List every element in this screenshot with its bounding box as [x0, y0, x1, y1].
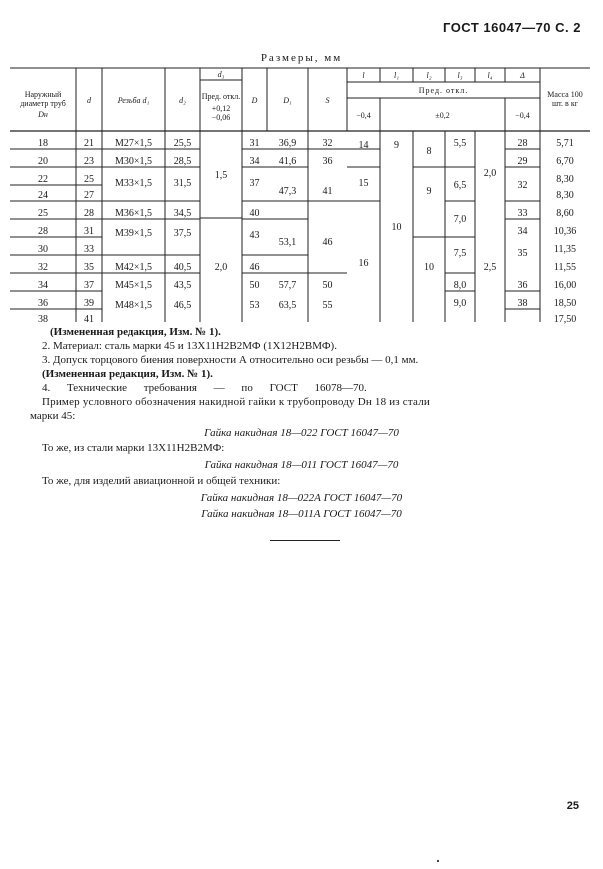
cell-dn: 20 [38, 156, 48, 167]
cell-S-46: 46 [322, 237, 333, 248]
cell-delta: 28 [517, 138, 528, 149]
example-designation-4: Гайка накидная 18—011А ГОСТ 16047—70 [201, 508, 402, 520]
cell-d2: 43,5 [173, 280, 192, 291]
cell-l3-90: 9,0 [453, 298, 467, 309]
header-S: S [325, 96, 330, 105]
header-d3: d₃ [217, 70, 225, 79]
header-l: l [362, 71, 365, 80]
cell-mass: 18,50 [553, 298, 577, 309]
header-outer-diameter: Наружный диаметр труб [20, 90, 66, 108]
cell-thread: M30×1,5 [114, 156, 153, 167]
header-pred-otkl: Пред. откл. [418, 86, 469, 95]
cell-l-16: 16 [358, 258, 369, 269]
cell-mass: 10,36 [553, 226, 577, 237]
cell-dn: 34 [38, 280, 48, 291]
cell-d2: 25,5 [173, 138, 192, 149]
cell-D-37: 37 [249, 178, 260, 189]
cell-delta: 34 [517, 226, 528, 237]
cell-D1-635: 63,5 [278, 300, 297, 311]
cell-dn: 32 [38, 262, 48, 273]
cell-D1-473: 47,3 [278, 186, 297, 197]
cell-d: 41 [84, 314, 94, 325]
cell-thread-m48: M48×1,5 [114, 300, 153, 311]
cell-mass: 11,55 [553, 262, 577, 273]
cell-d: 21 [84, 138, 94, 149]
cell-mass: 5,71 [556, 138, 574, 149]
cell-dn: 28 [38, 226, 48, 237]
cell-d: 23 [84, 156, 94, 167]
cell-mass: 8,60 [556, 208, 574, 219]
cell-dn: 25 [38, 208, 48, 219]
cell-thread-m33: M33×1,5 [114, 178, 153, 189]
cell-d2-465: 46,5 [173, 300, 192, 311]
table-subtitle: Размеры, мм [260, 52, 343, 64]
cell-l4-25: 2,5 [483, 262, 497, 273]
header-dn: Dн [38, 110, 48, 119]
header-d3-tol-values: +0,12 −0,06 [211, 104, 231, 122]
cell-delta: 29 [517, 156, 528, 167]
header-l3: l₃ [457, 71, 463, 80]
note-amended-2: (Измененная редакция, Изм. № 1). [42, 368, 213, 380]
cell-d3-15: 1,5 [214, 170, 228, 181]
cell-d: 27 [84, 190, 94, 201]
header-l2: l₂ [426, 71, 432, 80]
scan-dot [437, 860, 439, 862]
cell-delta-38: 38 [517, 298, 528, 309]
page-header-title: ГОСТ 16047—70 С. 2 [443, 20, 581, 35]
cell-D: 34 [249, 156, 260, 167]
cell-mass: 8,30 [556, 190, 574, 201]
example-designation-1: Гайка накидная 18—022 ГОСТ 16047—70 [204, 427, 399, 439]
cell-l-15: 15 [358, 178, 369, 189]
cell-mass: 17,50 [553, 314, 577, 325]
cell-l3-70: 7,0 [453, 214, 467, 225]
cell-thread: M42×1,5 [114, 262, 153, 273]
note-amended-1: (Измененная редакция, Изм. № 1). [50, 326, 221, 338]
cell-D1-531: 53,1 [278, 237, 297, 248]
cell-d3-20: 2,0 [214, 262, 228, 273]
cell-dn: 24 [38, 190, 48, 201]
header-mass: Масса 100 шт. в кг [547, 90, 583, 108]
cell-thread: M27×1,5 [114, 138, 153, 149]
example-designation-3: Гайка накидная 18—022А ГОСТ 16047—70 [200, 492, 403, 504]
cell-dn: 38 [38, 314, 48, 325]
separator-line [270, 540, 340, 541]
cell-d: 33 [84, 244, 94, 255]
cell-S: 50 [322, 280, 333, 291]
header-l1: l₁ [393, 71, 399, 80]
note-example-intro: Пример условного обозначения накидной гайки к трубопроводу Dн 18 из стали [42, 396, 430, 408]
header-d2: d₂ [179, 96, 186, 105]
cell-d2: 28,5 [173, 156, 192, 167]
note-requirements: 4. Технические требования — по ГОСТ 16078—70. [42, 382, 367, 394]
cell-D1: 41,6 [278, 156, 297, 167]
cell-S: 36 [322, 156, 333, 167]
cell-l1-9: 9 [394, 140, 399, 151]
header-tol-l: −0,4 [356, 111, 371, 120]
header-delta: Δ [520, 71, 525, 80]
header-d3-tol-label: Пред. откл. [201, 92, 241, 101]
cell-thread: M45×1,5 [114, 280, 153, 291]
cell-d: 39 [84, 298, 94, 309]
cell-l3: 5,5 [453, 138, 467, 149]
header-tol-mid: ±0,2 [435, 111, 450, 120]
cell-d: 37 [84, 280, 94, 291]
cell-D1: 36,9 [278, 138, 297, 149]
cell-l3-65: 6,5 [453, 180, 467, 191]
cell-dn: 30 [38, 244, 48, 255]
cell-l-14: 14 [358, 140, 369, 151]
cell-mass: 8,30 [556, 174, 574, 185]
header-D: D [251, 96, 258, 105]
cell-D: 46 [249, 262, 260, 273]
cell-thread-m39: M39×1,5 [114, 228, 153, 239]
cell-d: 28 [84, 208, 94, 219]
cell-D: 50 [249, 280, 260, 291]
header-tol-delta: −0,4 [515, 111, 530, 120]
note-material: 2. Материал: сталь марки 45 и 13Х11Н2В2МФ (1Х12Н2ВМФ). [42, 340, 337, 352]
cell-S: 32 [322, 138, 333, 149]
cell-delta: 33 [517, 208, 528, 219]
cell-l3-75: 7,5 [453, 248, 467, 259]
cell-d: 25 [84, 174, 94, 185]
header-d: d [87, 96, 91, 105]
cell-dn: 18 [38, 138, 48, 149]
cell-D1: 57,7 [278, 280, 297, 291]
cell-D: 40 [249, 208, 260, 219]
cell-delta-32: 32 [517, 180, 528, 191]
cell-mass: 6,70 [556, 156, 574, 167]
cell-delta-35: 35 [517, 248, 528, 259]
cell-D: 31 [249, 138, 260, 149]
note-example-intro-cont: марки 45: [30, 410, 76, 422]
header-l4: l₄ [487, 71, 493, 80]
cell-dn: 22 [38, 174, 48, 185]
cell-l3: 8,0 [453, 280, 467, 291]
cell-l2-8: 8 [426, 146, 432, 157]
cell-d: 35 [84, 262, 94, 273]
cell-d2: 34,5 [173, 208, 192, 219]
cell-d2: 40,5 [173, 262, 192, 273]
cell-D-53: 53 [249, 300, 260, 311]
cell-d2-315: 31,5 [173, 178, 192, 189]
cell-l4-20: 2,0 [483, 168, 497, 179]
note-same-steel: То же, из стали марки 13Х11Н2В2МФ: [42, 442, 225, 454]
cell-D-43: 43 [249, 230, 260, 241]
cell-S-55: 55 [322, 300, 333, 311]
cell-l2-9: 9 [426, 186, 432, 197]
note-tolerance: 3. Допуск торцового биения поверхности А относительно оси резьбы — 0,1 мм. [42, 354, 419, 366]
cell-dn: 36 [38, 298, 48, 309]
cell-l2-10: 10 [424, 262, 434, 273]
cell-mass: 11,35 [553, 244, 577, 255]
cell-delta: 36 [517, 280, 528, 291]
cell-thread: M36×1,5 [114, 208, 153, 219]
page-number: 25 [566, 800, 579, 812]
cell-d2-375: 37,5 [173, 228, 192, 239]
cell-l1-10: 10 [391, 222, 402, 233]
example-designation-2: Гайка накидная 18—011 ГОСТ 16047—70 [204, 459, 399, 471]
header-D1: D₁ [283, 96, 292, 105]
cell-S-41: 41 [322, 186, 333, 197]
header-thread: Резьба d₁ [117, 96, 150, 105]
cell-d: 31 [84, 226, 94, 237]
cell-mass: 16,00 [553, 280, 577, 291]
note-same-aviation: То же, для изделий авиационной и общей техники: [42, 475, 281, 487]
